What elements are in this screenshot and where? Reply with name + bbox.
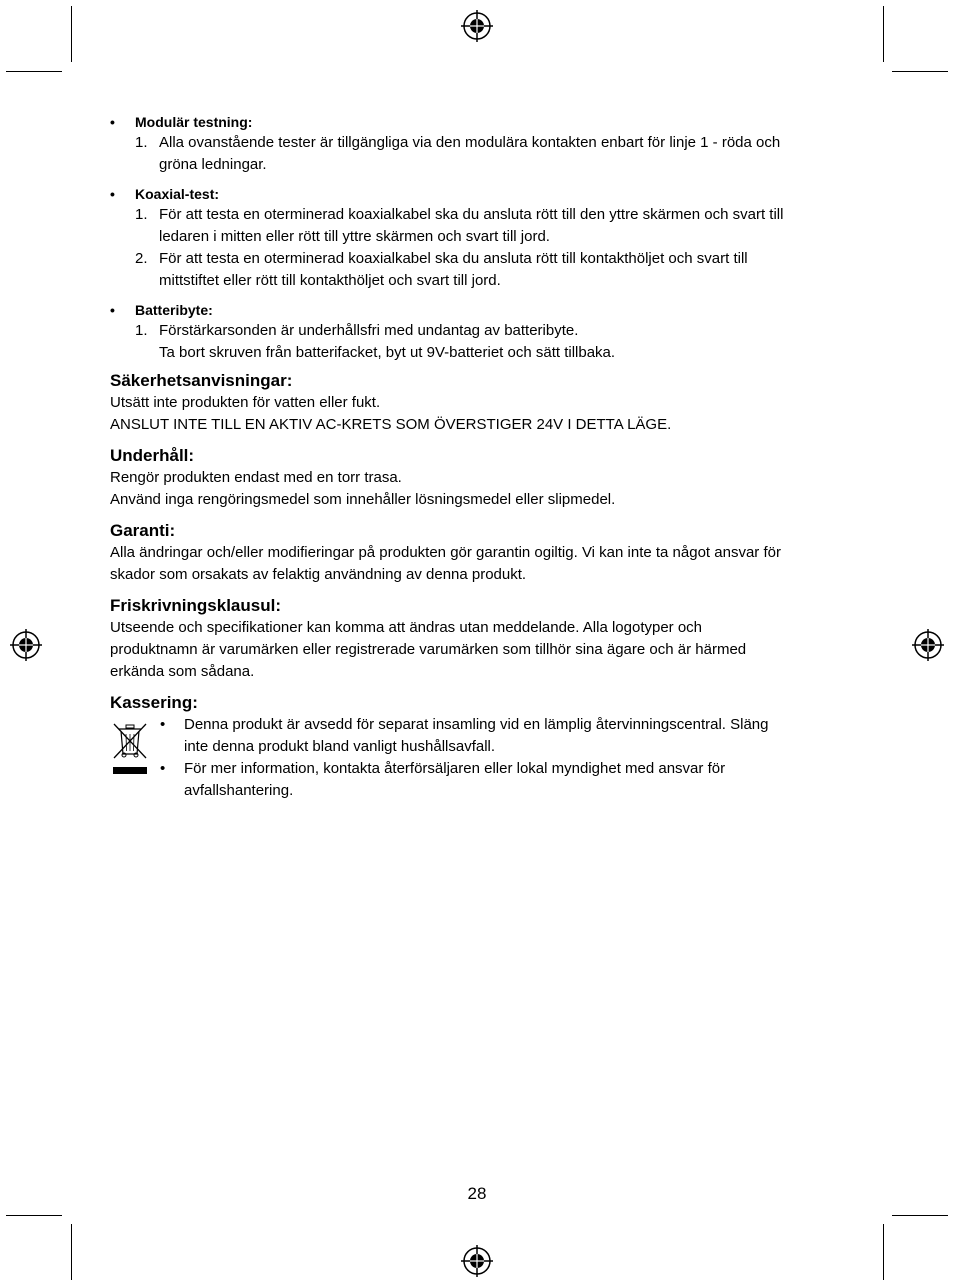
disposal-block bbox=[110, 714, 846, 802]
paragraph-line: Utseende och specifikationer kan komma att ändras utan meddelande. Alla logotyper och bbox=[110, 619, 703, 636]
paragraph-line: produktnamn är varumärken eller registrerade varumärken som tillhör sina ägare och är härmed bbox=[110, 641, 747, 658]
numbered-item: 2. För att testa en oterminerad koaxialkabel ska du ansluta rött till kontakthöljet och svart till mittstiftet eller rött till kontakthöljet och svart till jord. bbox=[135, 250, 748, 289]
bullet: • bbox=[110, 114, 115, 130]
disposal-list bbox=[110, 714, 846, 802]
section-heading: • Modulär testning: bbox=[110, 114, 253, 130]
crop-mark bbox=[883, 1224, 884, 1280]
section-heading: • Koaxial-test: bbox=[110, 186, 220, 202]
paragraph-line: ANSLUT INTE TILL EN AKTIV AC-KRETS SOM ÖVERSTIGER 24V I DETTA LÄGE. bbox=[110, 416, 672, 433]
modular-test-section bbox=[110, 112, 846, 176]
disclaimer-heading: Friskrivningsklausul: bbox=[110, 596, 281, 615]
paragraph-line: Använd inga rengöringsmedel som innehåller lösningsmedel eller slipmedel. bbox=[110, 491, 616, 508]
crop-mark bbox=[6, 1215, 62, 1216]
safety-heading: Säkerhetsanvisningar: bbox=[110, 371, 293, 390]
crop-mark bbox=[71, 1224, 72, 1280]
bullet: • bbox=[160, 760, 166, 777]
crop-mark bbox=[883, 6, 884, 62]
paragraph-line: skador som orsakats av felaktig användning av denna produkt. bbox=[110, 566, 527, 583]
numbered-item: 1. Alla ovanstående tester är tillgängliga via den modulära kontakten enbart för linje 1 - röda och gröna ledningar. bbox=[135, 134, 781, 173]
warranty-heading: Garanti: bbox=[110, 521, 176, 540]
paragraph-line: Alla ändringar och/eller modifieringar på produkten gör garantin ogiltig. Vi kan inte ta något ansvar för bbox=[110, 544, 781, 561]
registration-mark-icon bbox=[461, 10, 493, 42]
numbered-item: 1. Förstärkarsonden är underhållsfri med undantag av batteribyte. Ta bort skruven från batterifacket, byt ut 9V-batteriet och sätt tillbaka. bbox=[135, 322, 616, 361]
crop-mark bbox=[892, 1215, 948, 1216]
numbered-item: 1. För att testa en oterminerad koaxialkabel ska du ansluta rött till den yttre skärmen och svart till ledaren i mitten eller rött till yttre skärmen och svart till jord. bbox=[135, 206, 784, 245]
weee-crossed-bin-icon bbox=[110, 720, 150, 778]
list-item: • Denna produkt är avsedd för separat insamling vid en lämplig återvinningscentral. Släng inte denna produkt bland vanligt hushållsavfall. bbox=[160, 716, 769, 755]
crop-mark bbox=[71, 6, 72, 62]
paragraph-line: Rengör produkten endast med en torr trasa. bbox=[110, 469, 402, 486]
disposal-heading: Kassering: bbox=[110, 693, 198, 712]
list-item: • För mer information, kontakta återförsäljaren eller lokal myndighet med ansvar för avfallshantering. bbox=[160, 760, 726, 799]
registration-mark-icon bbox=[912, 629, 944, 661]
crop-mark bbox=[892, 71, 948, 72]
bullet: • bbox=[110, 186, 115, 202]
page-number: 28 bbox=[467, 1184, 487, 1203]
coax-test-section bbox=[110, 184, 846, 292]
document-body bbox=[110, 112, 846, 802]
maintenance-heading: Underhåll: bbox=[110, 446, 195, 465]
registration-mark-icon bbox=[461, 1245, 493, 1277]
registration-mark-icon bbox=[10, 629, 42, 661]
paragraph-line: erkända som sådana. bbox=[110, 663, 255, 680]
section-heading: • Batteribyte: bbox=[110, 302, 213, 318]
bullet: • bbox=[110, 302, 115, 318]
bullet: • bbox=[160, 716, 166, 733]
paragraph-line: Utsätt inte produkten för vatten eller fukt. bbox=[110, 394, 381, 411]
battery-section bbox=[110, 300, 846, 364]
crop-mark bbox=[6, 71, 62, 72]
